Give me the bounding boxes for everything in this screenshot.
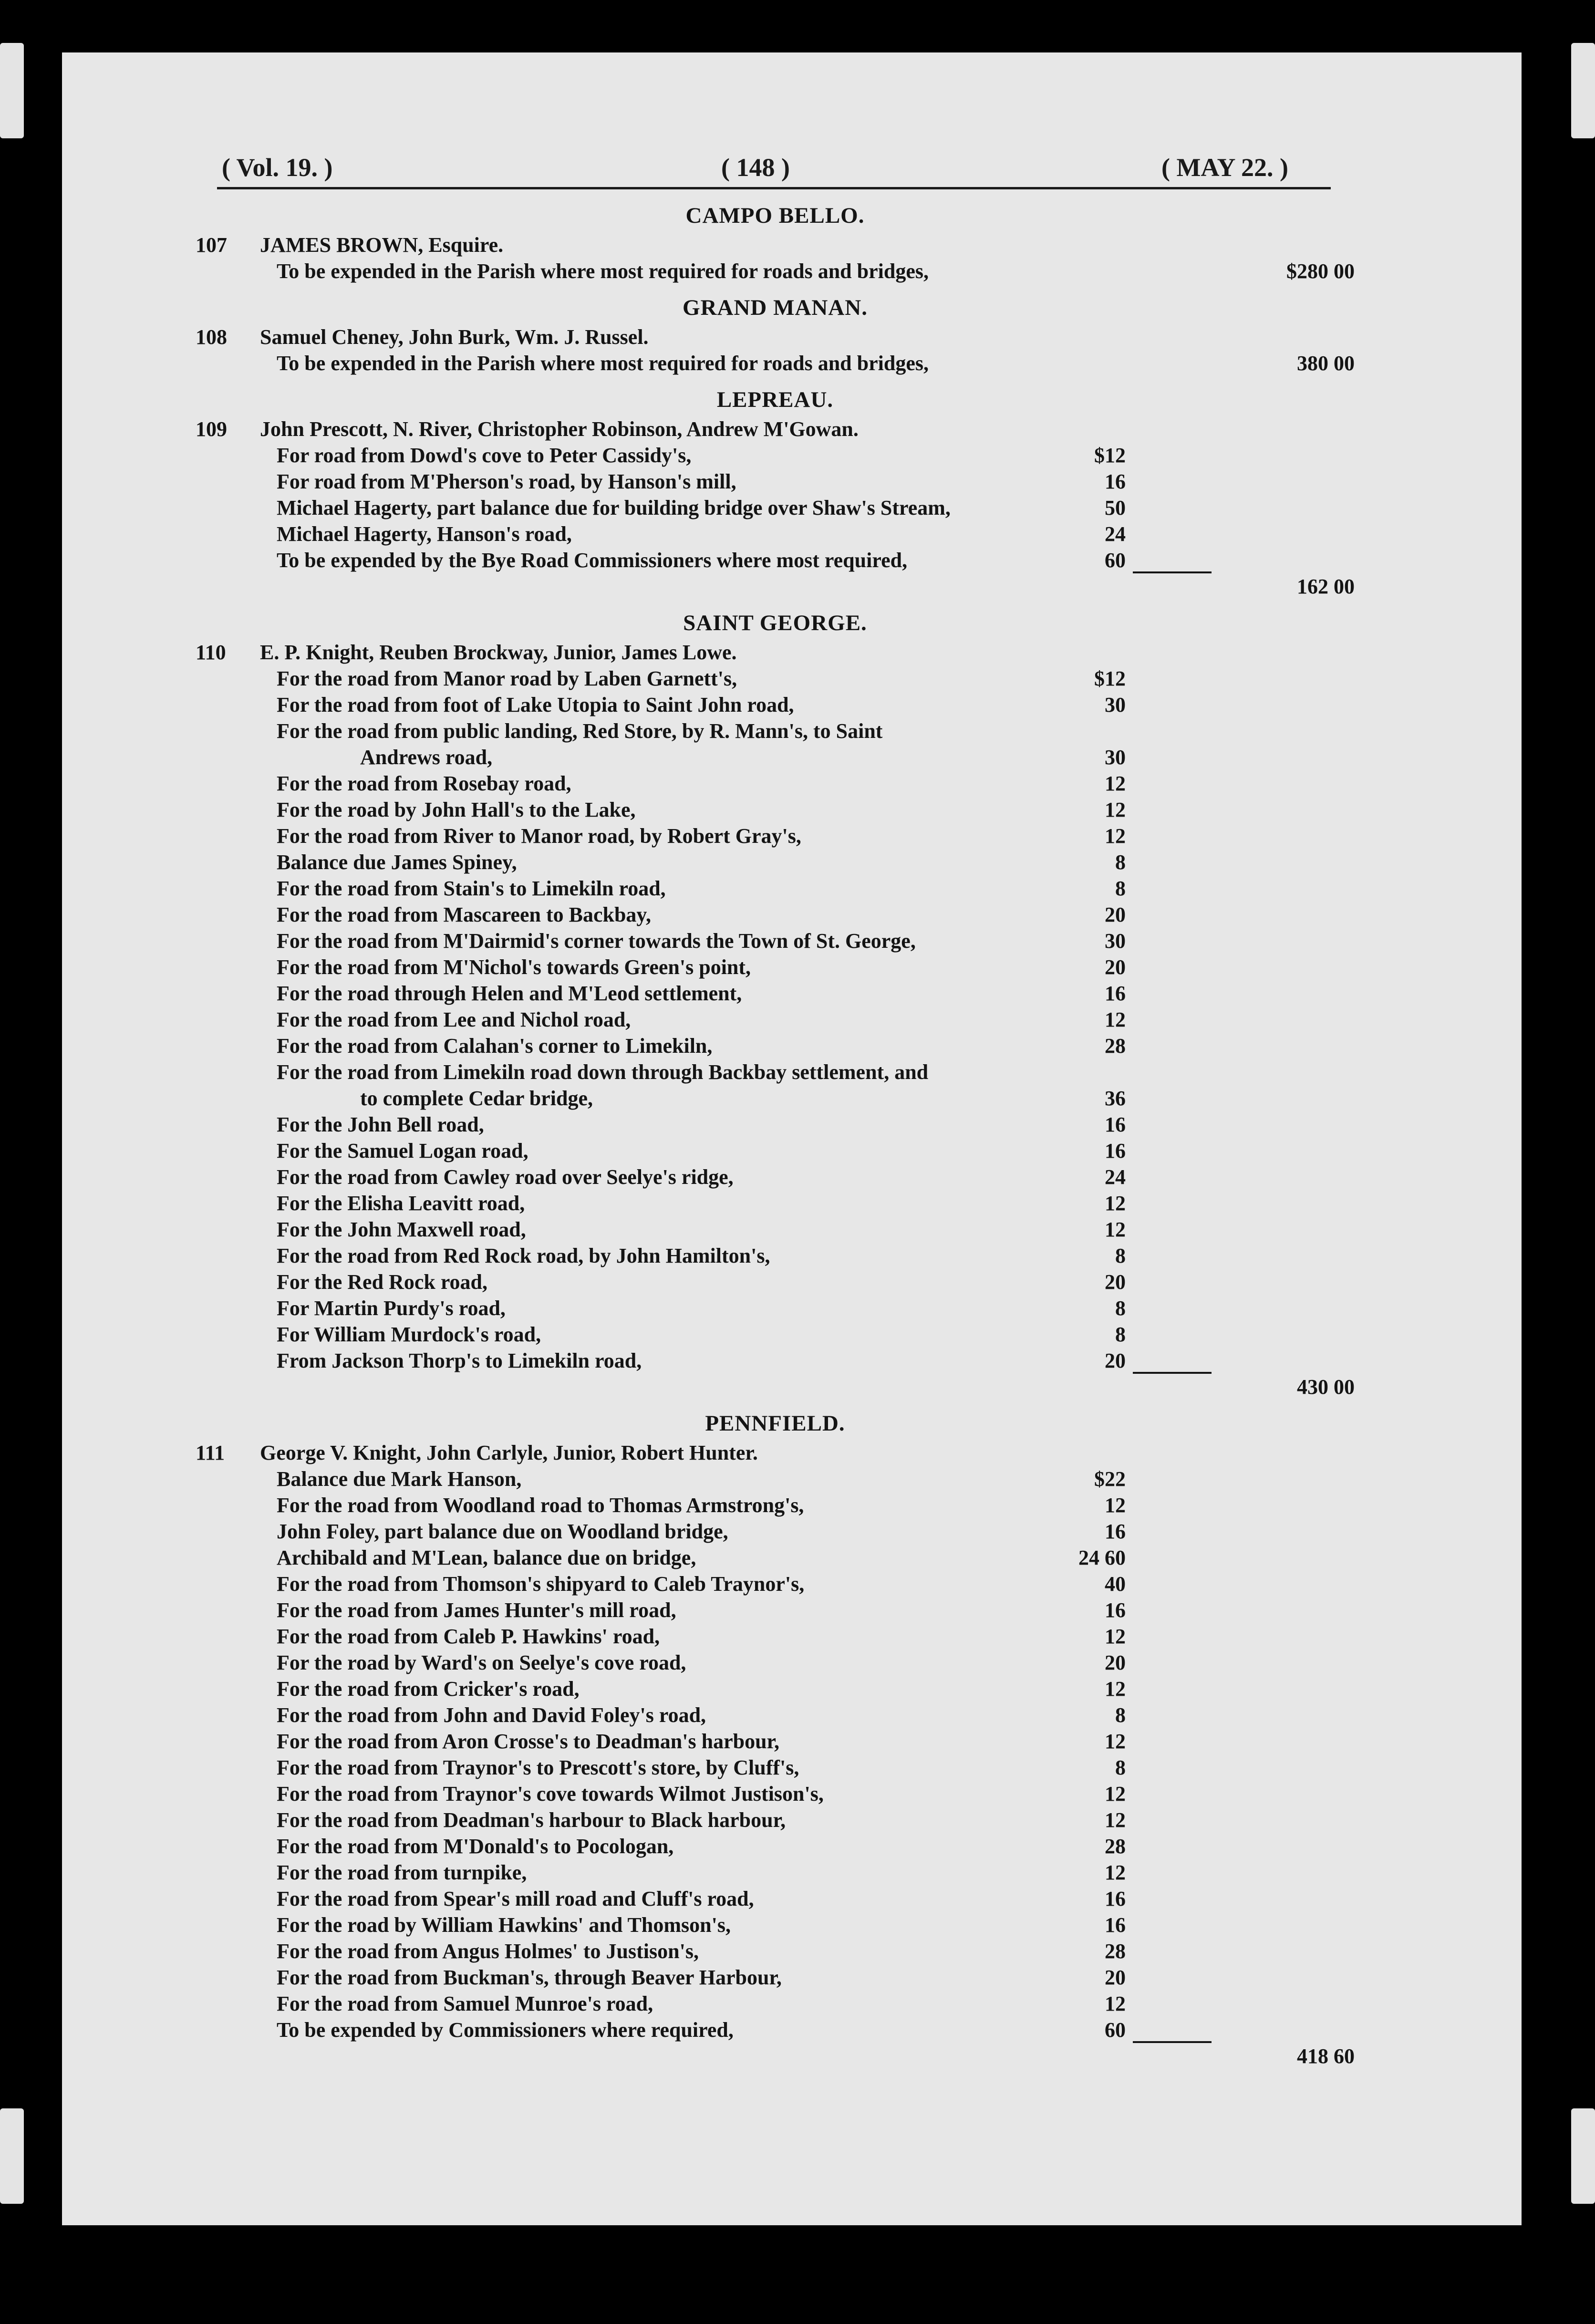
- line-item-amount: 30: [1105, 929, 1126, 953]
- line-item-text: For the road from Aron Crosse's to Deadman's harbour,: [277, 1730, 780, 1753]
- line-item-amount: 24: [1105, 1165, 1126, 1189]
- line-item: [196, 1623, 1355, 1650]
- line-item-amount: 20: [1105, 1349, 1126, 1372]
- line-item-text: Balance due James Spiney,: [277, 851, 517, 874]
- line-item-amount: 12: [1105, 1625, 1126, 1648]
- line-item-amount: 20: [1105, 1270, 1126, 1294]
- line-item-text: For the road from Caleb P. Hawkins' road,: [277, 1625, 660, 1648]
- line-item: [196, 1243, 1355, 1269]
- line-item: [196, 1085, 1355, 1111]
- line-item: [196, 547, 1355, 573]
- line-item-amount: 16: [1105, 470, 1126, 493]
- section-title: CAMPO BELLO.: [685, 203, 865, 228]
- line-item: [196, 1138, 1355, 1164]
- line-item-amount: 28: [1105, 1940, 1126, 1963]
- film-edge-tab-top-left: [0, 43, 24, 138]
- line-item: [196, 665, 1355, 692]
- line-item-amount: 30: [1105, 693, 1126, 716]
- line-item-amount: 28: [1105, 1835, 1126, 1858]
- line-item-amount: 8: [1115, 851, 1126, 874]
- line-item-text: For the road from River to Manor road, by Robert Gray's,: [277, 824, 801, 848]
- entry-number: 111: [196, 1441, 225, 1464]
- line-item-text: Balance due Mark Hanson,: [277, 1467, 522, 1491]
- line-item-amount: 20: [1105, 1966, 1126, 1989]
- line-item-text: For the road from foot of Lake Utopia to Saint John road,: [277, 693, 794, 716]
- line-item-amount: 8: [1115, 1297, 1126, 1320]
- line-item-text: to complete Cedar bridge,: [360, 1087, 593, 1110]
- entry-number: 109: [196, 417, 227, 441]
- line-item-text: For the John Maxwell road,: [277, 1218, 526, 1241]
- line-item-amount: 16: [1105, 1520, 1126, 1543]
- line-item-text: For the road from M'Nichol's towards Green's point,: [277, 955, 751, 979]
- total-row: [196, 2043, 1355, 2069]
- line-item-text: For the road from Calahan's corner to Limekiln,: [277, 1034, 713, 1058]
- line-item-text: For the road from M'Donald's to Pocologan,: [277, 1835, 674, 1858]
- line-item-text: For the road from Woodland road to Thomas Armstrong's,: [277, 1494, 804, 1517]
- line-item-amount: 12: [1105, 1192, 1126, 1215]
- line-item: [196, 1492, 1355, 1518]
- line-item-amount: $12: [1094, 444, 1126, 467]
- line-item: [196, 1886, 1355, 1912]
- line-item-amount: 12: [1105, 1782, 1126, 1805]
- line-item-amount: 8: [1115, 1244, 1126, 1267]
- line-item: [196, 1111, 1355, 1138]
- line-item: [196, 1269, 1355, 1295]
- appropriation-header-row: [196, 324, 1355, 350]
- line-item: [196, 1466, 1355, 1492]
- line-item-amount: 24 60: [1078, 1546, 1126, 1569]
- line-item: [196, 521, 1355, 547]
- entry-number: 107: [196, 233, 227, 257]
- line-item-text: To be expended by the Bye Road Commissioners where most required,: [277, 549, 908, 572]
- line-item: [196, 692, 1355, 718]
- line-item: [196, 1807, 1355, 1833]
- line-item-amount: 16: [1105, 1113, 1126, 1136]
- line-item-amount: 12: [1105, 1677, 1126, 1701]
- line-item-text: From Jackson Thorp's to Limekiln road,: [277, 1349, 642, 1372]
- line-item: [196, 797, 1355, 823]
- line-item-text: For the road by John Hall's to the Lake,: [277, 798, 636, 821]
- line-item: [196, 954, 1355, 980]
- volume-label: ( Vol. 19. ): [222, 153, 333, 182]
- commissioner-names: Samuel Cheney, John Burk, Wm. J. Russel.: [260, 325, 649, 349]
- line-item-amount: 40: [1105, 1572, 1126, 1596]
- line-item-text: For the road by Ward's on Seelye's cove road,: [277, 1651, 686, 1674]
- line-item-text: For road from Dowd's cove to Peter Cassidy's,: [277, 444, 692, 467]
- line-item-amount: 20: [1105, 1651, 1126, 1674]
- line-item: [196, 1059, 1355, 1085]
- line-item-text: For the road by William Hawkins' and Thomson's,: [277, 1913, 731, 1937]
- issue-date: ( MAY 22. ): [1161, 153, 1288, 182]
- line-item: [196, 1991, 1355, 2017]
- line-item-text: For the Elisha Leavitt road,: [277, 1192, 525, 1215]
- line-item-amount: 8: [1115, 1756, 1126, 1779]
- line-item-text: For the road from Cawley road over Seelye's ridge,: [277, 1165, 734, 1189]
- film-edge-tab-bottom-right: [1571, 2108, 1595, 2204]
- line-item-amount: 16: [1105, 1598, 1126, 1622]
- line-item-amount: 8: [1115, 877, 1126, 900]
- line-item-amount: 12: [1105, 772, 1126, 795]
- total-row: [196, 573, 1355, 600]
- line-item-text: For the road from M'Dairmid's corner towards the Town of St. George,: [277, 929, 916, 953]
- line-item: [196, 1676, 1355, 1702]
- line-item-text: For the road from Traynor's to Prescott's store, by Cluff's,: [277, 1756, 799, 1779]
- line-item: [196, 1702, 1355, 1728]
- line-item: [196, 1518, 1355, 1545]
- section-total: 430 00: [1297, 1375, 1355, 1399]
- line-item: [196, 823, 1355, 849]
- line-item-amount: 16: [1105, 1913, 1126, 1937]
- line-item-text: For the Red Rock road,: [277, 1270, 488, 1294]
- line-item: [196, 2017, 1355, 2043]
- line-item-text: For the road from James Hunter's mill road,: [277, 1598, 676, 1622]
- line-item: [196, 1938, 1355, 1964]
- line-item-text: For the John Bell road,: [277, 1113, 484, 1136]
- line-item: [196, 1754, 1355, 1781]
- line-item-amount: 12: [1105, 1218, 1126, 1241]
- line-item-text: For the road from Rosebay road,: [277, 772, 571, 795]
- line-item-amount: 12: [1105, 1494, 1126, 1517]
- section-total: 380 00: [1297, 352, 1355, 375]
- line-item-amount: 60: [1105, 2018, 1126, 2042]
- line-item-text: Michael Hagerty, part balance due for building bridge over Shaw's Stream,: [277, 496, 951, 519]
- line-item-text: For the road from Deadman's harbour to Black harbour,: [277, 1808, 786, 1832]
- line-item: [196, 350, 1355, 376]
- line-item-text: To be expended in the Parish where most required for roads and bridges,: [277, 352, 929, 375]
- line-item-amount: 8: [1115, 1703, 1126, 1727]
- section-title: GRAND MANAN.: [683, 295, 868, 320]
- line-item-text: Andrews road,: [360, 746, 493, 769]
- line-item-amount: 20: [1105, 903, 1126, 926]
- line-item-text: For the road from Lee and Nichol road,: [277, 1008, 631, 1031]
- appropriation-header-row: [196, 1440, 1355, 1466]
- commissioner-names: JAMES BROWN, Esquire.: [260, 233, 504, 257]
- section-total: 162 00: [1297, 575, 1355, 598]
- header-rule: [217, 187, 1331, 189]
- line-item-text: For William Murdock's road,: [277, 1323, 541, 1346]
- commissioner-names: John Prescott, N. River, Christopher Robinson, Andrew M'Gowan.: [260, 417, 859, 441]
- line-item: [196, 849, 1355, 875]
- line-item: [196, 1033, 1355, 1059]
- line-item-text: For the road from Stain's to Limekiln road,: [277, 877, 666, 900]
- section-title: SAINT GEORGE.: [683, 611, 867, 635]
- section-title: PENNFIELD.: [705, 1411, 845, 1436]
- appropriation-header-row: [196, 639, 1355, 665]
- line-item-text: For the road from Traynor's cove towards Wilmot Justison's,: [277, 1782, 824, 1805]
- line-item-text: For the road from public landing, Red Store, by R. Mann's, to Saint: [277, 719, 883, 743]
- line-item-amount: 12: [1105, 1992, 1126, 2015]
- line-item-text: For the road from Manor road by Laben Garnett's,: [277, 667, 737, 690]
- line-item-text: Archibald and M'Lean, balance due on bridge,: [277, 1546, 696, 1569]
- line-item: [196, 1348, 1355, 1374]
- line-item: [196, 495, 1355, 521]
- line-item-text: For the road from Thomson's shipyard to Caleb Traynor's,: [277, 1572, 805, 1596]
- film-edge-tab-top-right: [1571, 43, 1595, 138]
- line-item-amount: 12: [1105, 824, 1126, 848]
- line-item: [196, 1321, 1355, 1348]
- line-item: [196, 1597, 1355, 1623]
- commissioner-names: George V. Knight, John Carlyle, Junior, Robert Hunter.: [260, 1441, 758, 1464]
- line-item: [196, 1964, 1355, 1991]
- line-item-amount: $22: [1094, 1467, 1126, 1491]
- line-item-amount: 8: [1115, 1323, 1126, 1346]
- line-item: [196, 1164, 1355, 1190]
- line-item: [196, 1859, 1355, 1886]
- line-item-text: John Foley, part balance due on Woodland bridge,: [277, 1520, 728, 1543]
- entry-number: 110: [196, 641, 226, 664]
- line-item-text: For the road from Cricker's road,: [277, 1677, 580, 1701]
- total-row: [196, 1374, 1355, 1400]
- line-item: [196, 1006, 1355, 1033]
- section-total: 418 60: [1297, 2044, 1355, 2068]
- section-total: $280 00: [1286, 259, 1355, 283]
- line-item-amount: 12: [1105, 1008, 1126, 1031]
- line-item: [196, 1728, 1355, 1754]
- line-item: [196, 928, 1355, 954]
- line-item: [196, 1781, 1355, 1807]
- line-item: [196, 875, 1355, 902]
- line-item: [196, 1545, 1355, 1571]
- entry-number: 108: [196, 325, 227, 349]
- line-item-amount: 50: [1105, 496, 1126, 519]
- line-item: [196, 1216, 1355, 1243]
- appropriation-header-row: [196, 232, 1355, 258]
- line-item-text: To be expended in the Parish where most required for roads and bridges,: [277, 259, 929, 283]
- line-item: [196, 468, 1355, 495]
- line-item-text: For Martin Purdy's road,: [277, 1297, 506, 1320]
- line-item-text: For the road from Buckman's, through Beaver Harbour,: [277, 1966, 782, 1989]
- line-item-amount: 16: [1105, 1139, 1126, 1162]
- line-item-text: For road from M'Pherson's road, by Hanson's mill,: [277, 470, 736, 493]
- line-item-amount: 60: [1105, 549, 1126, 572]
- line-item-amount: 28: [1105, 1034, 1126, 1058]
- line-item-text: For the road from John and David Foley's road,: [277, 1703, 706, 1727]
- line-item-text: For the road from Spear's mill road and Cluff's road,: [277, 1887, 754, 1910]
- line-item-text: For the road from Angus Holmes' to Justison's,: [277, 1940, 699, 1963]
- line-item: [196, 1912, 1355, 1938]
- line-item-amount: 16: [1105, 1887, 1126, 1910]
- line-item: [196, 744, 1355, 770]
- commissioner-names: E. P. Knight, Reuben Brockway, Junior, James Lowe.: [260, 641, 737, 664]
- line-item-amount: 12: [1105, 1808, 1126, 1832]
- line-item-amount: 36: [1105, 1087, 1126, 1110]
- line-item-amount: 30: [1105, 746, 1126, 769]
- line-item: [196, 258, 1355, 284]
- line-item: [196, 902, 1355, 928]
- line-item-text: For the road from Samuel Munroe's road,: [277, 1992, 653, 2015]
- appropriation-header-row: [196, 416, 1355, 442]
- line-item: [196, 1295, 1355, 1321]
- line-item: [196, 770, 1355, 797]
- line-item-text: Michael Hagerty, Hanson's road,: [277, 522, 572, 546]
- line-item-amount: 16: [1105, 982, 1126, 1005]
- line-item-text: For the road from Mascareen to Backbay,: [277, 903, 651, 926]
- line-item-amount: 12: [1105, 798, 1126, 821]
- line-item-amount: $12: [1094, 667, 1126, 690]
- line-item: [196, 980, 1355, 1006]
- line-item-text: For the road from Limekiln road down through Backbay settlement, and: [277, 1060, 929, 1084]
- line-item-text: To be expended by Commissioners where required,: [277, 2018, 734, 2042]
- line-item: [196, 1571, 1355, 1597]
- line-item-text: For the road from Red Rock road, by John Hamilton's,: [277, 1244, 770, 1267]
- line-item-amount: 24: [1105, 522, 1126, 546]
- line-item: [196, 442, 1355, 468]
- line-item-text: For the road from turnpike,: [277, 1861, 527, 1884]
- line-item-amount: 20: [1105, 955, 1126, 979]
- page-number: ( 148 ): [721, 153, 790, 182]
- line-item-amount: 12: [1105, 1861, 1126, 1884]
- line-item-text: For the road through Helen and M'Leod settlement,: [277, 982, 742, 1005]
- line-item: [196, 1833, 1355, 1859]
- line-item: [196, 1190, 1355, 1216]
- line-item: [196, 718, 1355, 744]
- film-edge-tab-bottom-left: [0, 2108, 24, 2204]
- line-item-text: For the Samuel Logan road,: [277, 1139, 528, 1162]
- appropriations-list: [196, 199, 1355, 2069]
- line-item: [196, 1650, 1355, 1676]
- section-title: LEPREAU.: [716, 387, 834, 412]
- line-item-amount: 12: [1105, 1730, 1126, 1753]
